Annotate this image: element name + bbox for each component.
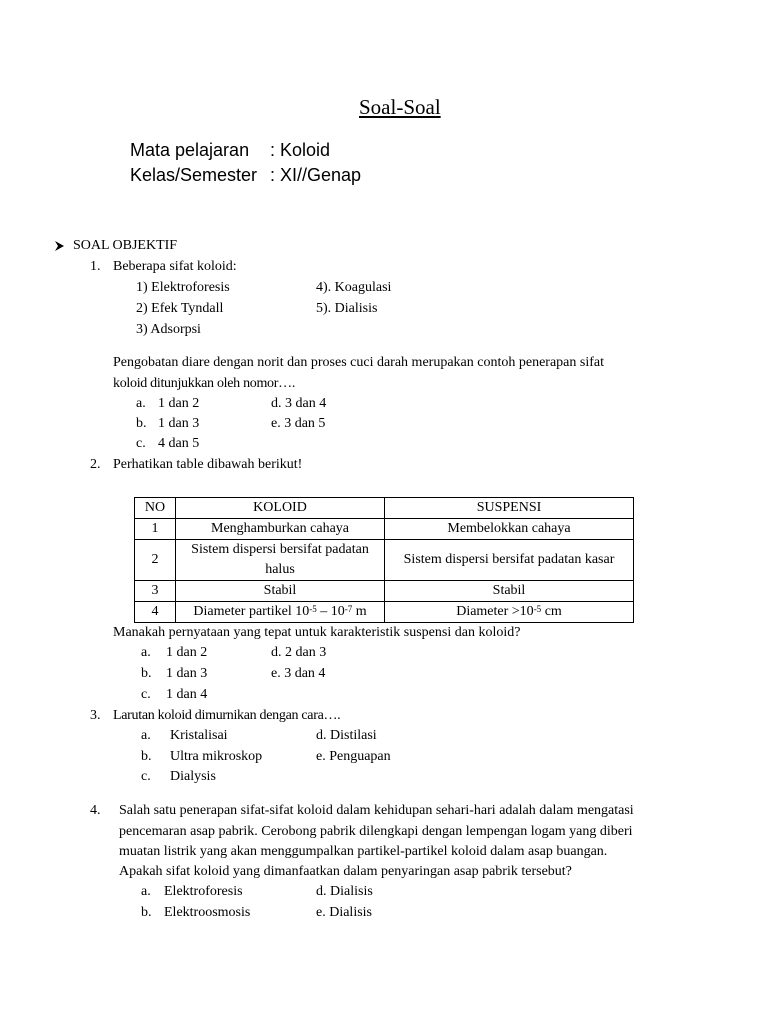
subject-value: : Koloid (270, 140, 331, 160)
cell-text: cm (541, 604, 562, 619)
q3-option-text: Ultra mikroskop (170, 749, 263, 764)
q3-option-letter: a. (141, 728, 151, 743)
table-row (135, 540, 634, 581)
q1-body-line: koloid ditunjukkan oleh nomor…. (113, 376, 296, 391)
q2-option-text: e. 3 dan 4 (271, 666, 326, 681)
exponent: -5 (533, 604, 542, 614)
q3-option-letter: c. (141, 769, 151, 784)
q2-option-letter: a. (141, 645, 151, 660)
q4-option-letter: a. (141, 884, 151, 899)
q1-option-letter: b. (136, 416, 147, 431)
cell-text: Diameter >10 (456, 604, 534, 619)
table-cell: 3 (135, 581, 176, 602)
table-header-row (135, 498, 634, 519)
table-row (135, 519, 634, 540)
q3-option-text: Dialysis (170, 769, 216, 784)
q1-list-item: 2) Efek Tyndall (136, 301, 224, 316)
table-cell: Stabil (385, 581, 634, 602)
q3-option-text: e. Penguapan (316, 749, 391, 764)
q4-option-text: e. Dialisis (316, 905, 372, 920)
q2-option-letter: c. (141, 687, 151, 702)
q3-text: Larutan koloid dimurnikan dengan cara…. (113, 708, 341, 723)
comparison-table (134, 497, 634, 623)
q3-option-letter: b. (141, 749, 152, 764)
q4-line: muatan listrik yang akan menggumpalkan partikel-partikel koloid dalam asap buangan. (119, 844, 608, 859)
table-cell (176, 602, 385, 623)
q4-number: 4. (90, 803, 101, 818)
q4-option-text: d. Dialisis (316, 884, 373, 899)
q4-line: pencemaran asap pabrik. Cerobong pabrik dilengkapi dengan lempengan logam yang diberi (119, 824, 633, 839)
q3-option-text: d. Distilasi (316, 728, 377, 743)
q2-number: 2. (90, 457, 101, 472)
section-heading: SOAL OBJEKTIF (73, 238, 178, 253)
q4-option-text: Elektroforesis (164, 884, 243, 899)
q1-list-item: 4). Koagulasi (316, 280, 392, 295)
q4-option-text: Elektroosmosis (164, 905, 251, 920)
table-row (135, 581, 634, 602)
table-cell: 1 (135, 519, 176, 540)
q1-option-letter: a. (136, 396, 146, 411)
q1-text: Beberapa sifat koloid: (113, 259, 237, 274)
q1-list-item: 3) Adsorpsi (136, 322, 201, 337)
q1-option-text: d. 3 dan 4 (271, 396, 327, 411)
table-row (135, 602, 634, 623)
q1-option-letter: c. (136, 436, 146, 451)
q1-option-text: e. 3 dan 5 (271, 416, 326, 431)
page-title: Soal-Soal (359, 95, 441, 119)
q2-option-text: 1 dan 2 (166, 645, 208, 660)
q2-option-text: d. 2 dan 3 (271, 645, 327, 660)
q4-line: Salah satu penerapan sifat-sifat koloid dalam kehidupan sehari-hari adalah dalam mengatasi (119, 803, 634, 818)
cell-text: Diameter partikel 10 (193, 604, 310, 619)
table-cell: Stabil (176, 581, 385, 602)
cell-text: m (352, 604, 367, 619)
table-cell: Menghamburkan cahaya (176, 519, 385, 540)
table-cell-line: Sistem dispersi bersifat padatan (191, 542, 369, 557)
q1-list-item: 1) Elektroforesis (136, 280, 230, 295)
q2-option-text: 1 dan 4 (166, 687, 208, 702)
q2-question: Manakah pernyataan yang tepat untuk karakteristik suspensi dan koloid? (113, 625, 521, 640)
q3-number: 3. (90, 708, 101, 723)
exponent: -7 (344, 604, 353, 614)
class-value: : XI//Genap (270, 165, 362, 185)
q1-number: 1. (90, 259, 101, 274)
table-cell (385, 602, 634, 623)
table-cell: 2 (135, 540, 176, 581)
q1-option-text: 4 dan 5 (158, 436, 200, 451)
table-cell: 4 (135, 602, 176, 623)
q1-body-line: Pengobatan diare dengan norit dan proses cuci darah merupakan contoh penerapan sifat (113, 355, 604, 370)
q2-option-letter: b. (141, 666, 152, 681)
q2-text: Perhatikan table dibawah berikut! (113, 457, 303, 472)
subject-label: Mata pelajaran (130, 140, 250, 160)
table-cell (176, 540, 385, 581)
q3-option-text: Kristalisai (170, 728, 228, 743)
table-cell-line: halus (265, 562, 295, 577)
cell-text: – 10 (316, 604, 345, 619)
table-cell: Membelokkan cahaya (385, 519, 634, 540)
table-cell: Sistem dispersi bersifat padatan kasar (385, 540, 634, 581)
q4-option-letter: b. (141, 905, 152, 920)
arrow-right-icon (54, 240, 65, 254)
q1-option-text: 1 dan 2 (158, 396, 200, 411)
q1-option-text: 1 dan 3 (158, 416, 200, 431)
table-header-cell: SUSPENSI (385, 498, 634, 519)
exponent: -5 (309, 604, 317, 614)
table-header-cell: NO (135, 498, 176, 519)
class-label: Kelas/Semester (130, 165, 258, 185)
q4-line: Apakah sifat koloid yang dimanfaatkan dalam penyaringan asap pabrik tersebut? (119, 864, 572, 879)
q1-list-item: 5). Dialisis (316, 301, 378, 316)
table-header-cell: KOLOID (176, 498, 385, 519)
q2-option-text: 1 dan 3 (166, 666, 208, 681)
